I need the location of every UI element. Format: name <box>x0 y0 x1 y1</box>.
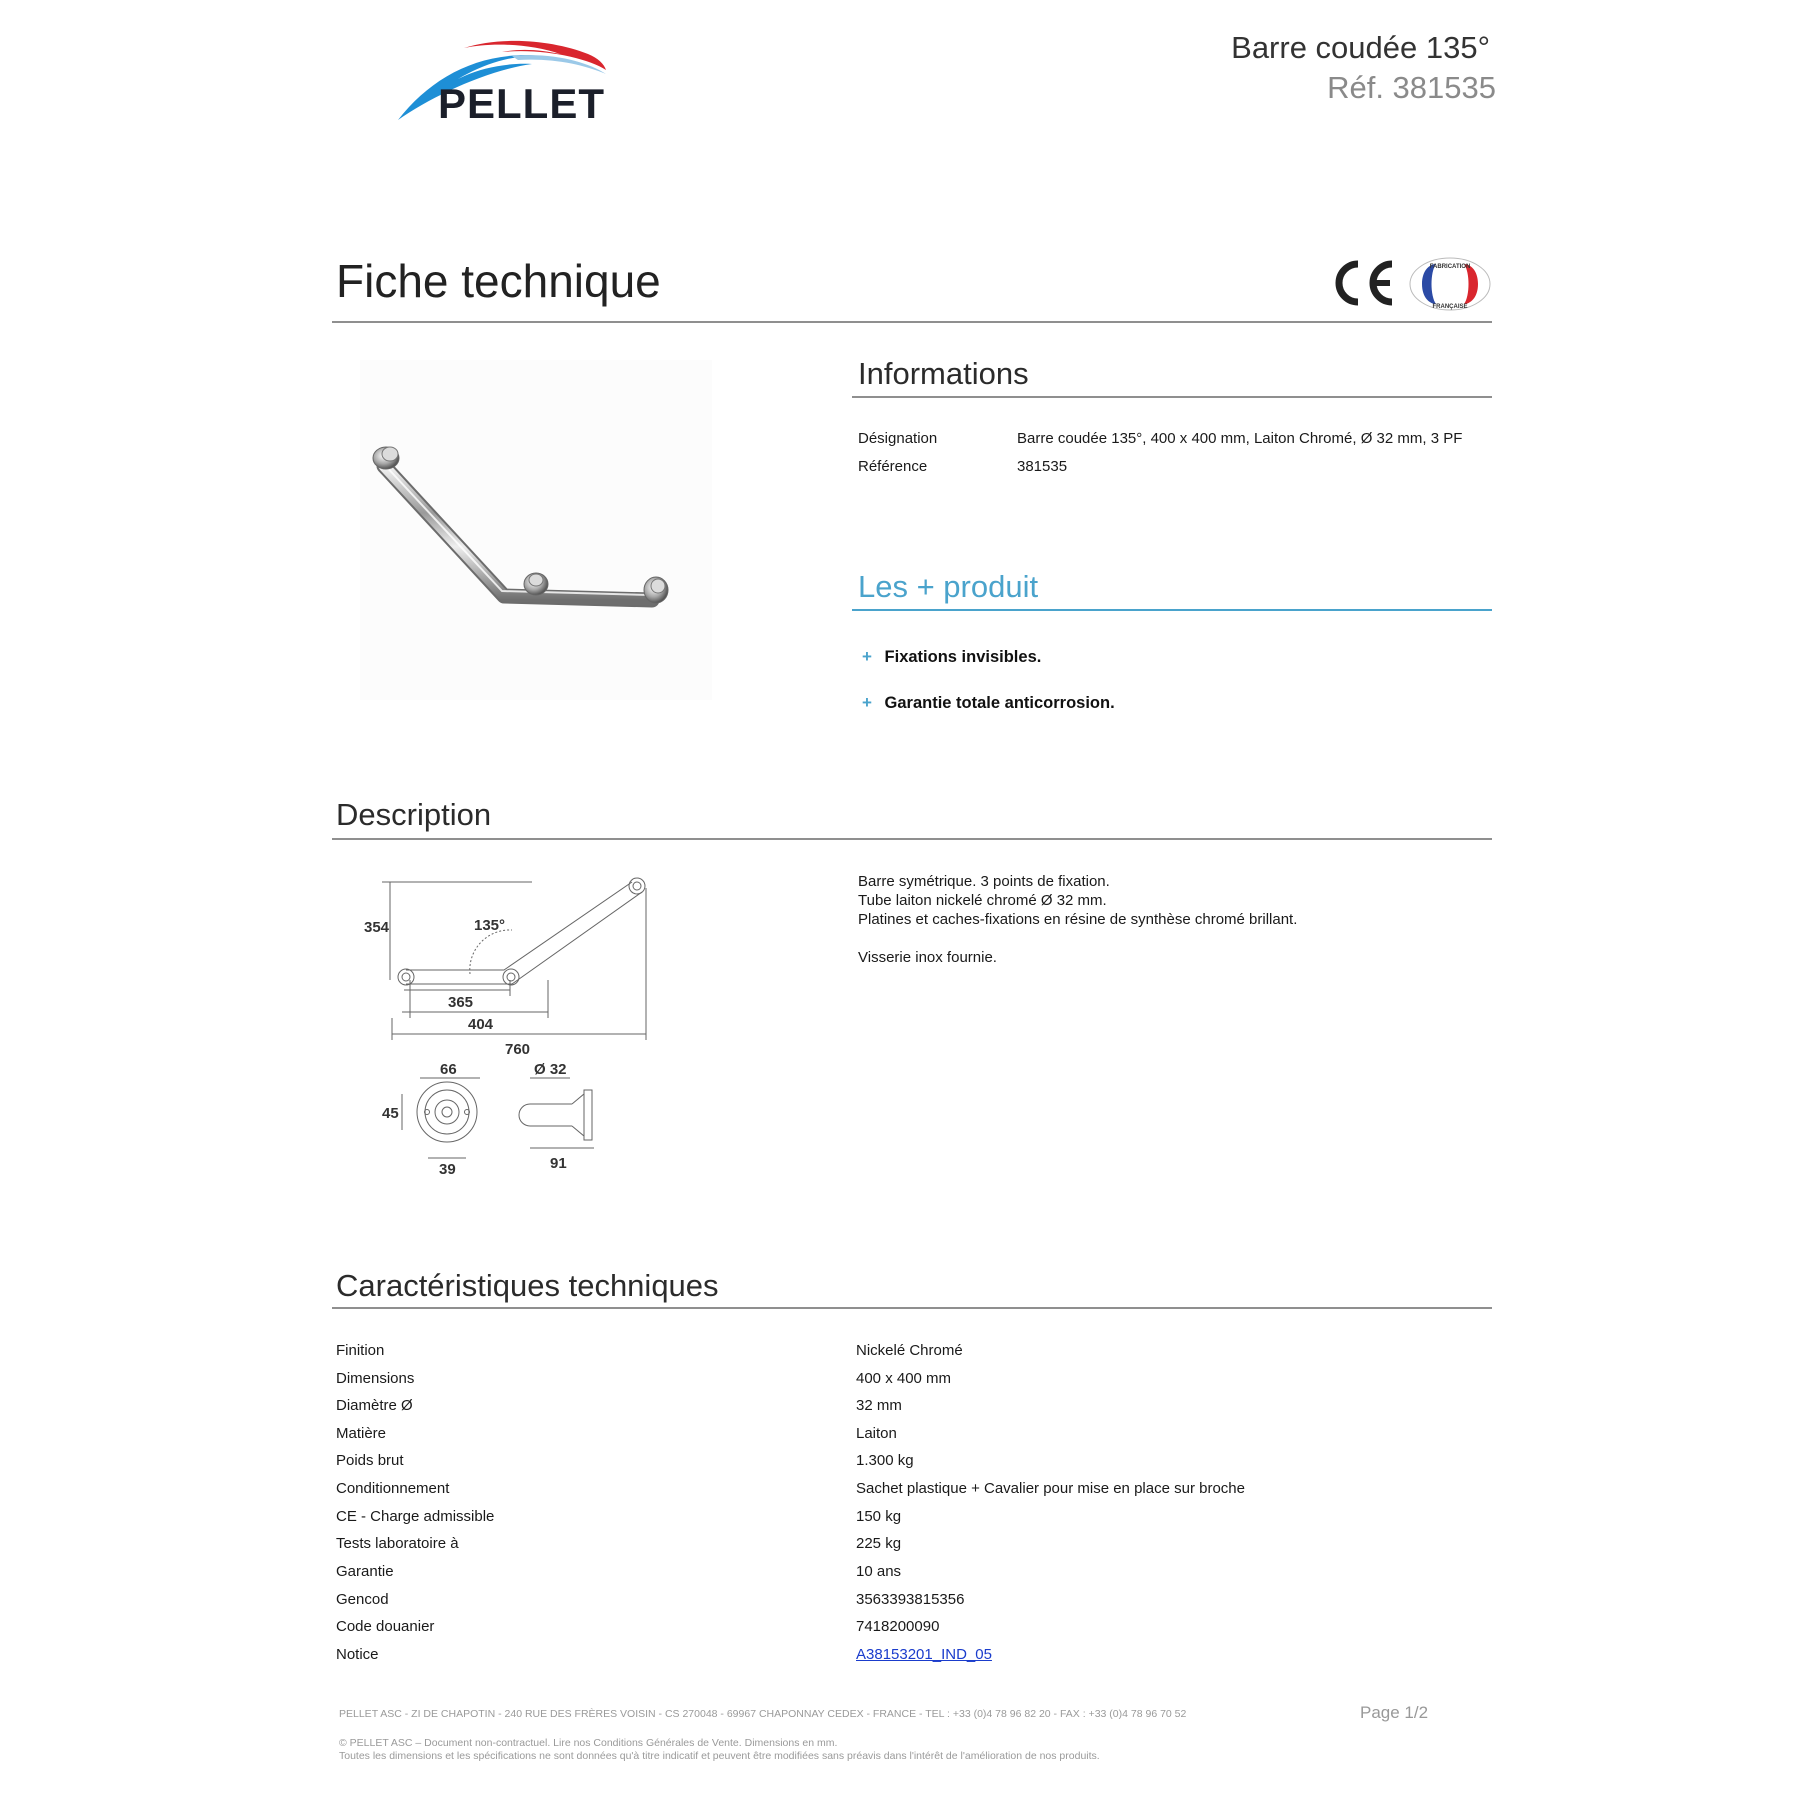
page-title: Fiche technique <box>336 255 661 307</box>
spec-value: 150 kg <box>856 1508 902 1525</box>
feature-text: Fixations invisibles. <box>884 648 1042 666</box>
page-number: Page 1/2 <box>1360 1703 1429 1722</box>
spec-label: CE - Charge admissible <box>336 1508 495 1525</box>
dim-height: 354 <box>364 919 390 936</box>
technical-drawing <box>362 868 662 1208</box>
dim-diameter: Ø 32 <box>534 1061 567 1078</box>
spec-value: 10 ans <box>856 1563 902 1580</box>
footer-address: PELLET ASC - ZI DE CHAPOTIN - 240 RUE DES FRÈRES VOISIN - CS 270048 - 69967 CHAPONNAY CEDEX - FRANCE - TEL : +33 (0)4 78 96 82 20 - FAX : +33 (0)4 78 96 70 52 <box>339 1708 1187 1720</box>
ce-mark-icon <box>1330 258 1396 308</box>
description-line: Visserie inox fournie. <box>858 949 997 966</box>
spec-label: Conditionnement <box>336 1480 450 1497</box>
informations-heading: Informations <box>858 356 1029 391</box>
spec-label: Poids brut <box>336 1452 404 1469</box>
spec-label: Finition <box>336 1342 385 1359</box>
dim-depth: 91 <box>550 1155 567 1172</box>
badge-top-text: FABRICATION <box>1429 264 1471 270</box>
spec-label: Matière <box>336 1425 387 1442</box>
description-line: Tube laiton nickelé chromé Ø 32 mm. <box>858 892 1107 909</box>
spec-label: Garantie <box>336 1563 394 1580</box>
spec-label: Code douanier <box>336 1618 435 1635</box>
spec-value: Nickelé Chromé <box>856 1342 963 1359</box>
spec-label: Diamètre Ø <box>336 1397 413 1414</box>
specs-heading: Caractéristiques techniques <box>336 1268 719 1303</box>
info-value: Barre coudée 135°, 400 x 400 mm, Laiton Chromé, Ø 32 mm, 3 PF <box>1017 430 1463 447</box>
spec-value: 1.300 kg <box>856 1452 914 1469</box>
info-value: 381535 <box>1017 458 1068 475</box>
info-label: Référence <box>858 458 928 475</box>
notice-link[interactable]: A38153201_IND_05 <box>856 1646 992 1663</box>
plus-icon: + <box>862 693 872 712</box>
badge-bottom-text: FRANÇAISE <box>1432 304 1468 310</box>
features-divider <box>852 609 1492 611</box>
fabrication-francaise-badge <box>1408 256 1492 312</box>
spec-value: 400 x 400 mm <box>856 1370 952 1387</box>
description-line <box>858 929 1297 948</box>
spec-value: Laiton <box>856 1425 897 1442</box>
dim-inner-length: 365 <box>448 994 474 1011</box>
info-label: Désignation <box>858 430 938 447</box>
description-heading: Description <box>336 797 492 832</box>
feature-item <box>862 693 1115 713</box>
dim-plate-width: 66 <box>440 1061 457 1078</box>
footer-copyright: © PELLET ASC – Document non-contractuel. Lire nos Conditions Générales de Vente. Dimensions en mm. <box>339 1737 838 1749</box>
spec-label: Tests laboratoire à <box>336 1535 459 1552</box>
spec-label: Dimensions <box>336 1370 415 1387</box>
specs-divider <box>332 1307 1492 1309</box>
feature-item <box>862 647 1041 667</box>
title-divider <box>332 321 1492 323</box>
product-reference: Réf. 381535 <box>1327 70 1496 105</box>
feature-text: Garantie totale anticorrosion. <box>884 694 1115 712</box>
spec-value: Sachet plastique + Cavalier pour mise en place sur broche <box>856 1480 1245 1497</box>
spec-label: Gencod <box>336 1591 389 1608</box>
footer-disclaimer: Toutes les dimensions et les spécifications ne sont données qu'à titre indicatif et peuvent être modifiées sans préavis dans l'intérêt de l'amélioration de nos produits. <box>339 1750 1100 1762</box>
dim-total-length: 760 <box>505 1041 531 1058</box>
features-heading: Les + produit <box>858 569 1039 604</box>
description-text <box>858 872 1297 967</box>
info-row <box>858 430 937 447</box>
plus-icon: + <box>862 647 872 666</box>
description-line: Barre symétrique. 3 points de fixation. <box>858 873 1110 890</box>
informations-divider <box>852 396 1492 398</box>
dim-screw-spacing: 39 <box>439 1161 456 1178</box>
spec-value: 7418200090 <box>856 1618 940 1635</box>
dim-arm-length: 404 <box>468 1016 494 1033</box>
pellet-logo <box>392 36 642 136</box>
product-title: Barre coudée 135° <box>1231 30 1490 65</box>
info-row <box>858 458 927 475</box>
dim-plate-height: 45 <box>382 1105 399 1122</box>
description-divider <box>332 838 1492 840</box>
spec-value: 32 mm <box>856 1397 902 1414</box>
spec-label: Notice <box>336 1646 379 1663</box>
spec-value: 3563393815356 <box>856 1591 965 1608</box>
brand-name: PELLET <box>438 80 606 127</box>
description-line: Platines et caches-fixations en résine de synthèse chromé brillant. <box>858 911 1298 928</box>
spec-value: 225 kg <box>856 1535 902 1552</box>
product-photo <box>360 360 712 700</box>
dim-angle: 135° <box>474 917 506 934</box>
